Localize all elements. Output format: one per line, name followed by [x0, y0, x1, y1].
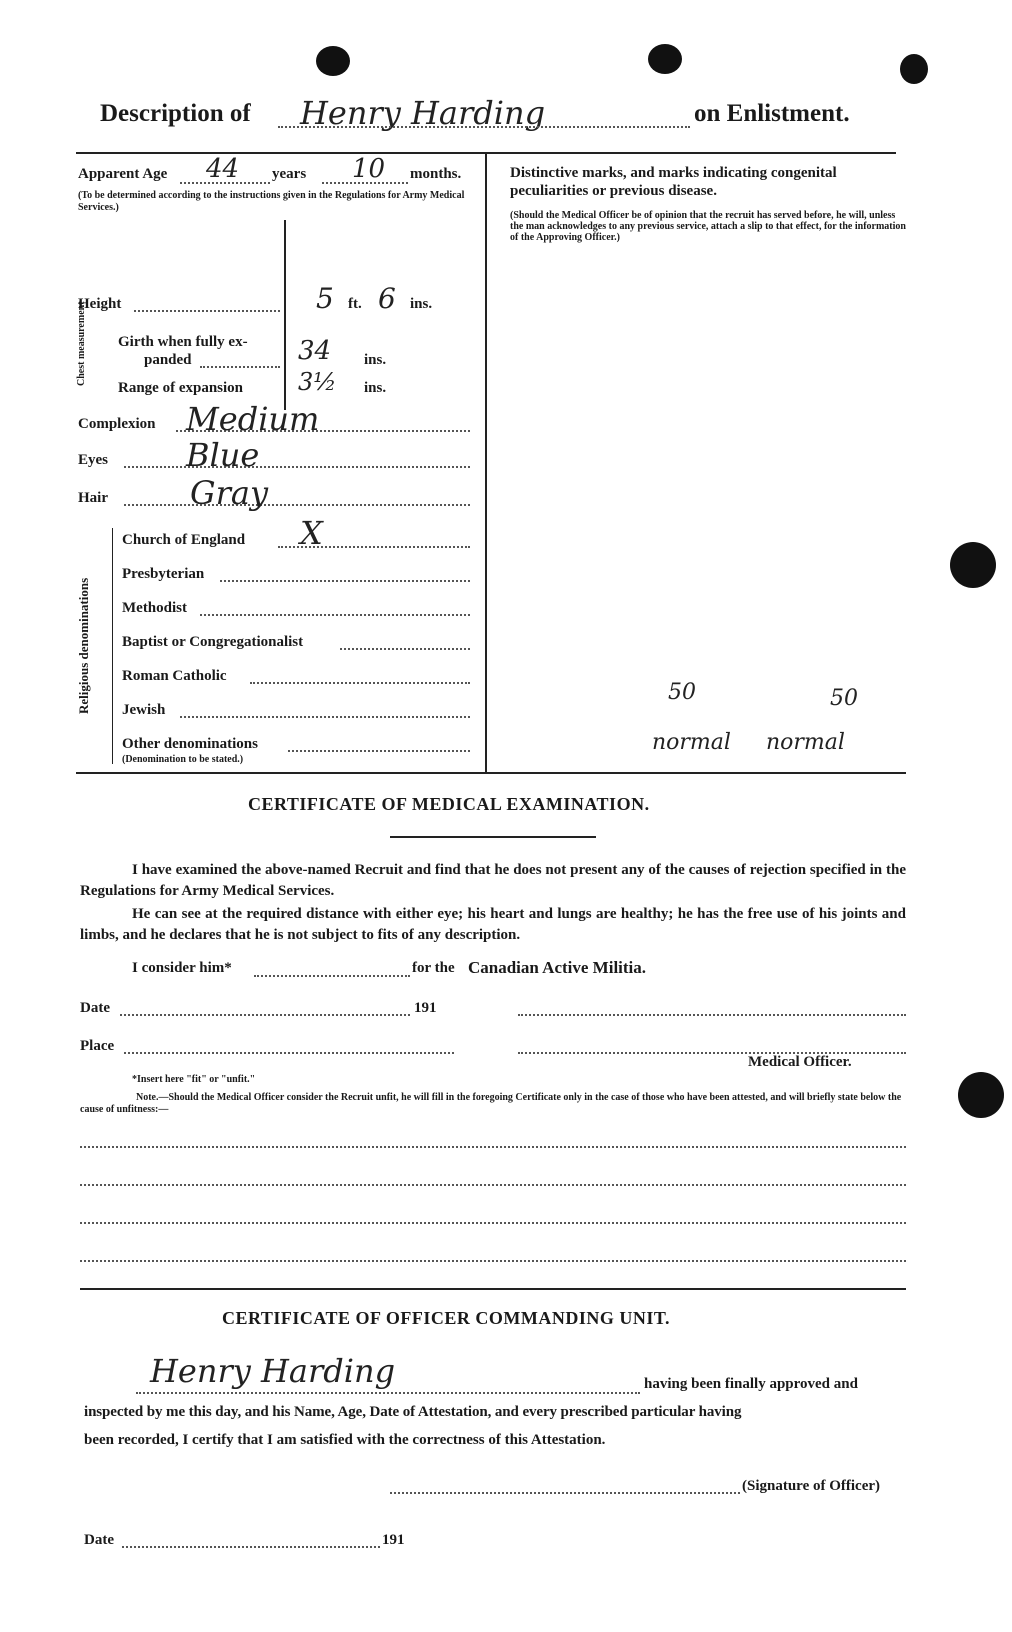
- height-ft-label: ft.: [348, 296, 362, 312]
- eyes-label: Eyes: [78, 452, 108, 468]
- hair-label: Hair: [78, 490, 108, 506]
- for-the-label: for the: [412, 960, 455, 976]
- church-of-england-label: Church of England: [122, 532, 246, 548]
- methodist-label: Methodist: [122, 600, 187, 616]
- chest-side-label: Chest measurement: [76, 301, 87, 386]
- complexion-label: Complexion: [78, 416, 156, 432]
- medical-note: Note.—Should the Medical Officer consider the Recruit unfit, he will fill in the foregoing Certificate only in the case of those who have been attested, and will briefly state below the cause of unfitness:—: [80, 1092, 902, 1115]
- marks-normal-1: normal: [652, 730, 731, 755]
- commanding-text-2: inspected by me this day, and his Name, Age, Date of Attestation, and every prescribed particular having: [84, 1404, 742, 1420]
- section-bottom-rule: [76, 772, 906, 774]
- marks-note: (Should the Medical Officer be of opinion that the recruit has served before, he will, unless the man acknowledges to any previous service, attach a slip to that effect, for the information of the Approving Officer.): [510, 210, 906, 243]
- unfitness-line-3: [80, 1222, 906, 1224]
- medical-officer-label: Medical Officer.: [748, 1054, 852, 1070]
- punch-hole-top-1: [316, 46, 350, 76]
- range-label: Range of expansion: [118, 380, 244, 396]
- militia-label: Canadian Active Militia.: [468, 958, 647, 977]
- punch-hole-top-2: [648, 44, 682, 74]
- marks-value-2: 50: [830, 686, 858, 711]
- punch-hole-right-1: [950, 542, 996, 588]
- form-title: [100, 100, 251, 128]
- girth-unit: ins.: [364, 352, 387, 368]
- medical-heading-rule: [390, 836, 596, 838]
- medical-para-2: He can see at the required distance with either eye; his heart and lungs are healthy; he has the free use of his joints and limbs, and he declares that he is not subject to fits of any description.: [80, 906, 906, 943]
- medical-date-label: Date: [80, 1000, 110, 1016]
- age-months: 10: [352, 154, 386, 184]
- medical-heading: CERTIFICATE OF MEDICAL EXAMINATION.: [248, 794, 650, 814]
- recruit-name: Henry Harding: [300, 94, 546, 132]
- eyes-value: Blue: [186, 436, 260, 474]
- commanding-heading: CERTIFICATE OF OFFICER COMMANDING UNIT.: [222, 1308, 671, 1328]
- commanding-recruit-name: Henry Harding: [150, 1352, 396, 1390]
- marks-normal-2: normal: [766, 730, 845, 755]
- unfitness-line-2: [80, 1184, 906, 1186]
- measure-col-divider: [284, 220, 286, 410]
- girth-label-2: panded: [144, 352, 192, 368]
- roman-catholic-label: Roman Catholic: [122, 668, 227, 684]
- complexion-value: Medium: [186, 400, 320, 438]
- religion-side-label: Religious denominations: [76, 577, 91, 714]
- marks-heading: Distinctive marks, and marks indicating congenital peculiarities or previous disease.: [510, 165, 837, 199]
- commanding-date-label: Date: [84, 1532, 114, 1548]
- height-label: Height: [78, 296, 122, 312]
- other-denominations-label: Other denominations: [122, 736, 258, 752]
- commanding-text-1: having been finally approved and: [644, 1376, 858, 1392]
- presbyterian-label: Presbyterian: [122, 566, 205, 582]
- signature-label: (Signature of Officer): [742, 1478, 881, 1494]
- height-feet: 5: [316, 282, 334, 315]
- range-value: 3½: [298, 368, 337, 396]
- commanding-date-year: 191: [382, 1532, 405, 1548]
- medical-para-1: I have examined the above-named Recruit and find that he does not present any of the causes of rejection specified in the Regulations for Army Medical Services.: [80, 862, 906, 899]
- medical-place-label: Place: [80, 1038, 115, 1054]
- marks-value-1: 50: [668, 680, 696, 705]
- other-denominations-note: (Denomination to be stated.): [122, 754, 244, 765]
- commanding-text-3: been recorded, I certify that I am satisfied with the correctness of this Attestation.: [84, 1432, 606, 1448]
- title-suffix: on Enlistment.: [694, 100, 850, 127]
- center-divider: [485, 152, 487, 774]
- consider-label: I consider him*: [132, 960, 232, 976]
- age-months-label: months.: [410, 166, 462, 182]
- girth-value: 34: [298, 336, 332, 366]
- church-of-england-mark: X: [300, 514, 323, 552]
- hair-value: Gray: [190, 474, 269, 512]
- title-prefix: Description of: [100, 100, 251, 127]
- medical-date-year: 191: [414, 1000, 437, 1016]
- unfitness-line-1: [80, 1146, 906, 1148]
- height-ins-label: ins.: [410, 296, 433, 312]
- age-note: (To be determined according to the instructions given in the Regulations for Army Medical Services.): [78, 190, 465, 213]
- punch-hole-right-2: [958, 1072, 1004, 1118]
- baptist-label: Baptist or Congregationalist: [122, 634, 304, 650]
- height-inches: 6: [378, 282, 396, 315]
- age-label: Apparent Age: [78, 166, 168, 182]
- unfitness-line-4: [80, 1260, 906, 1262]
- title-dots: [278, 126, 690, 128]
- religion-bracket: [112, 528, 113, 764]
- range-unit: ins.: [364, 380, 387, 396]
- age-years-label: years: [272, 166, 307, 182]
- punch-hole-top-3: [900, 54, 928, 84]
- girth-label-1: Girth when fully ex-: [118, 334, 248, 350]
- age-years: 44: [206, 154, 240, 184]
- lower-rule: [80, 1288, 906, 1290]
- insert-note: *Insert here "fit" or "unfit.": [132, 1074, 256, 1085]
- jewish-label: Jewish: [122, 702, 166, 718]
